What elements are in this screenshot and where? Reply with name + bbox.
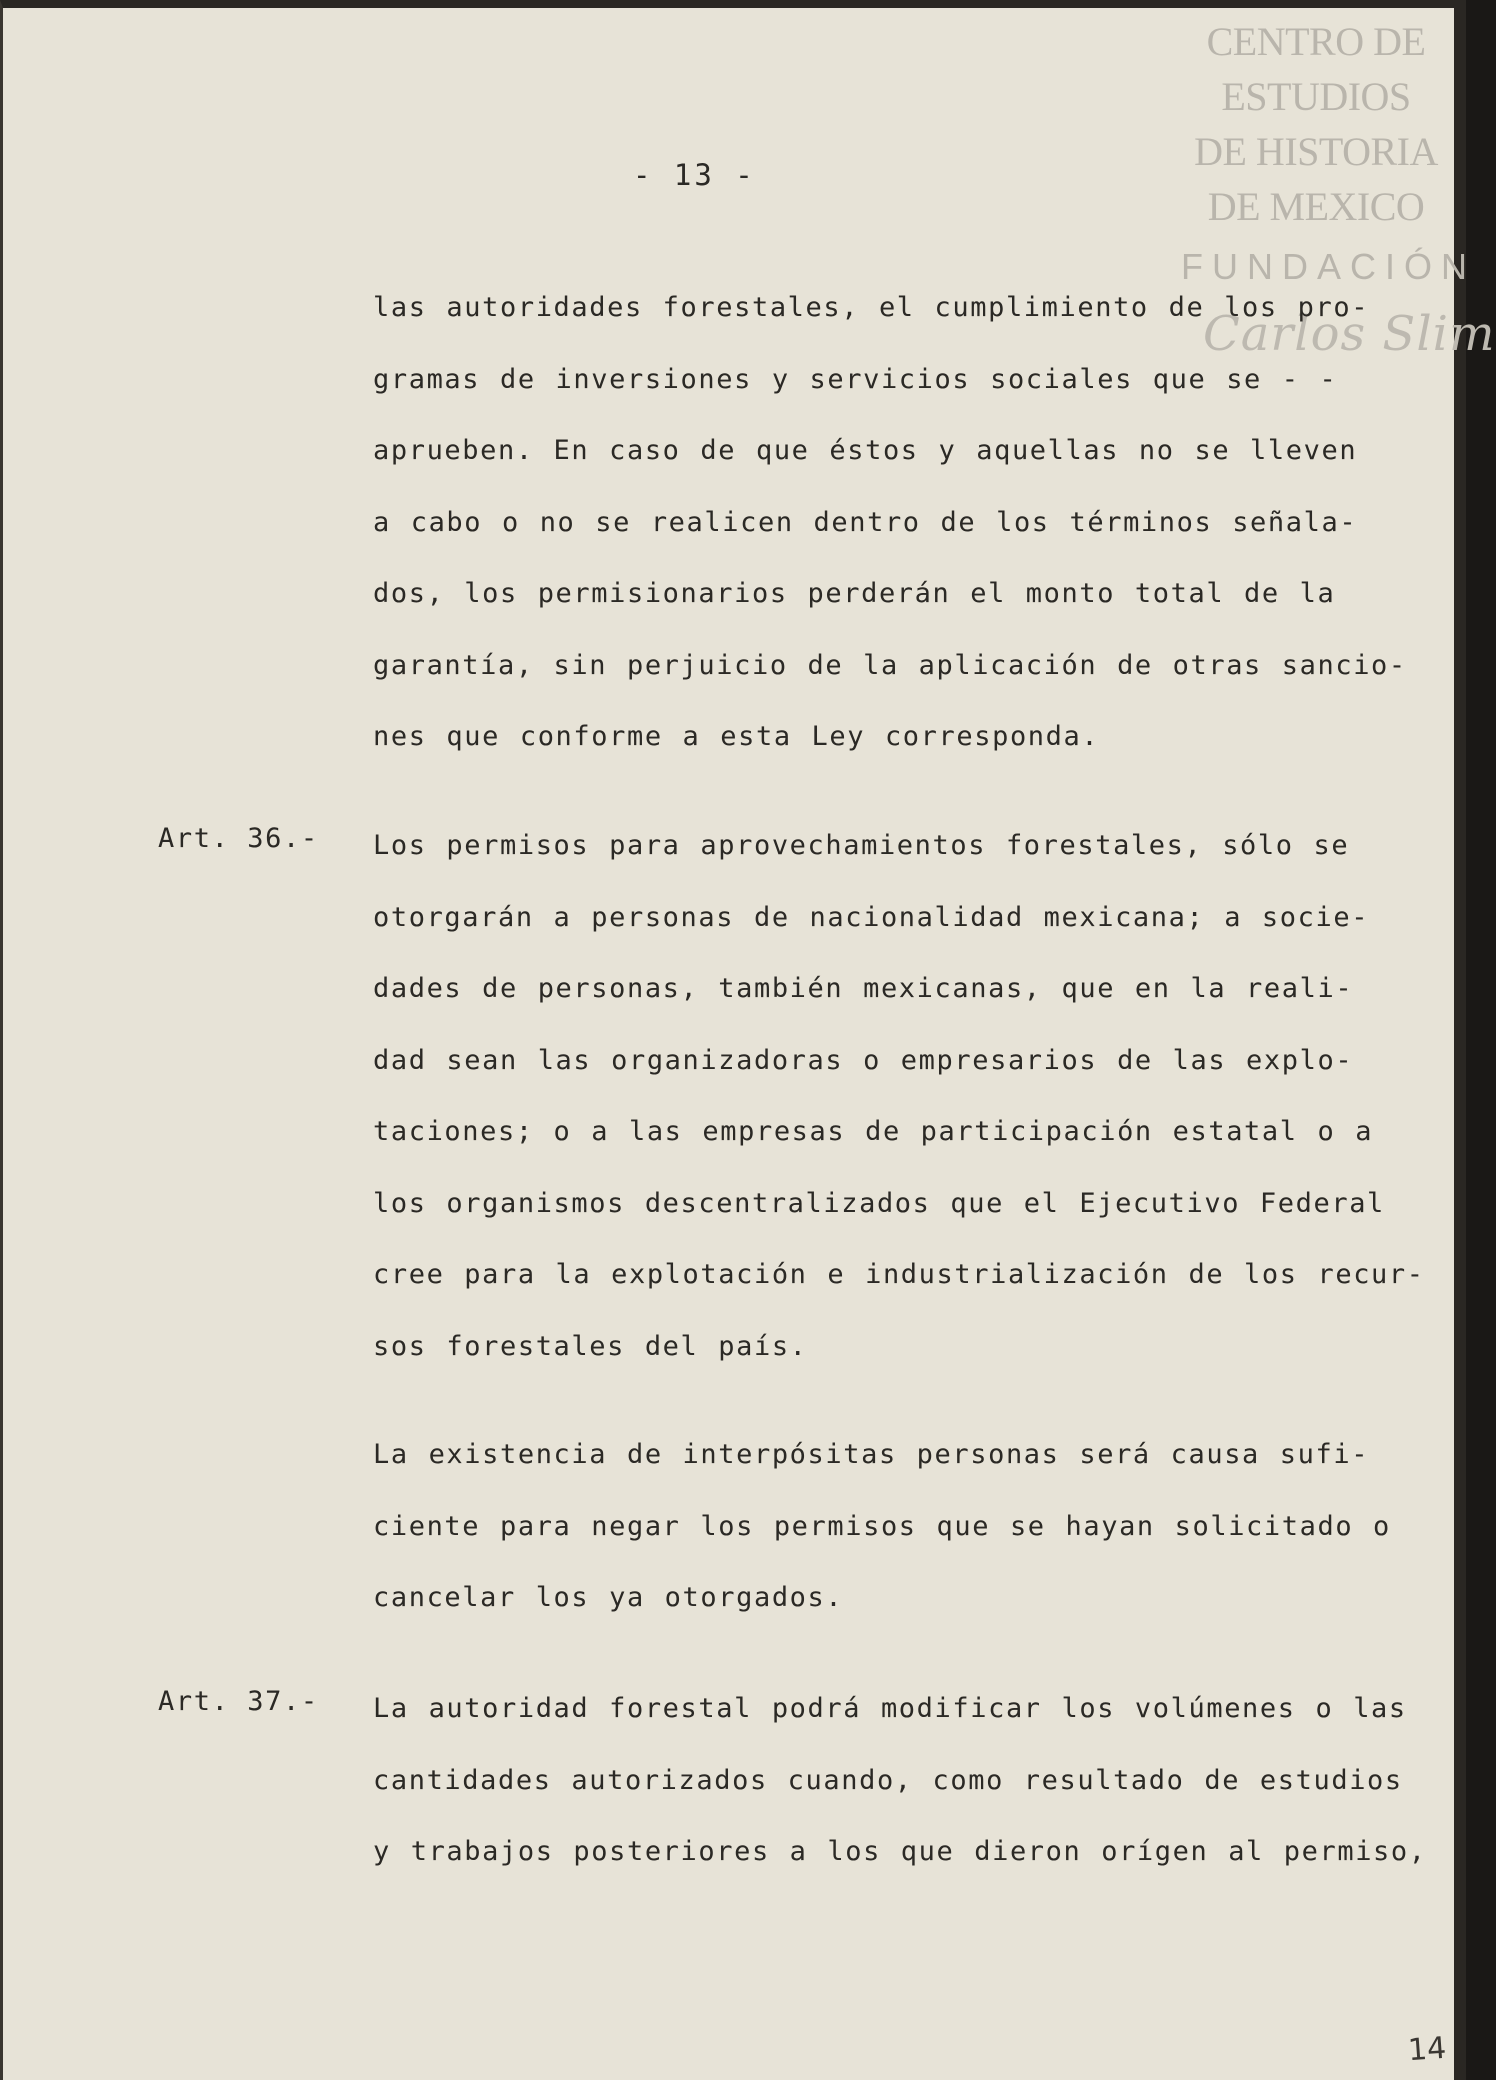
watermark-signature: Carlos Slim <box>1203 306 1496 362</box>
text-line: nes que conforme a esta Ley corresponda. <box>373 721 1100 752</box>
text-line: dad sean las organizadoras o empresarios de las explo- <box>373 1044 1354 1076</box>
text-line: gramas de inversiones y servicios sociales que se - - <box>373 363 1338 395</box>
text-line: cancelar los ya otorgados. <box>373 1582 844 1613</box>
article-37-label: Art. 37.- <box>158 1686 319 1717</box>
handwritten-page-number: 14 <box>1406 2030 1448 2069</box>
text-line: garantía, sin perjuicio de la aplicación de otras sancio- <box>373 649 1407 681</box>
text-line: las autoridades forestales, el cumplimiento de los pro- <box>373 292 1370 323</box>
text-line: aprueben. En caso de que éstos y aquellas no se lleven <box>373 435 1358 466</box>
page-number: - 13 - <box>633 158 756 192</box>
watermark-line: ESTUDIOS <box>1221 74 1411 119</box>
text-line: La autoridad forestal podrá modificar los volúmenes o las <box>373 1693 1407 1724</box>
text-line: los organismos descentralizados que el Ejecutivo Federal <box>373 1187 1385 1219</box>
text-line: ciente para negar los permisos que se hayan solicitado o <box>373 1510 1391 1542</box>
watermark-line: DE HISTORIA <box>1194 129 1438 174</box>
article-36-paragraph-1 <box>373 810 1425 1382</box>
watermark-foundation: FUNDACIÓN <box>1181 246 1476 287</box>
text-line: sos forestales del país. <box>373 1330 808 1362</box>
text-line: cantidades autorizados cuando, como resultado de estudios <box>373 1764 1403 1796</box>
text-line: a cabo o no se realicen dentro de los términos señala- <box>373 506 1358 538</box>
text-line: y trabajos posteriores a los que dieron orígen al permiso, <box>373 1836 1427 1867</box>
text-line: dos, los permisionarios perderán el monto total de la <box>373 578 1336 609</box>
article-37-paragraph-1 <box>373 1673 1427 1888</box>
text-line: taciones; o a las empresas de participación estatal o a <box>373 1116 1374 1147</box>
watermark-line: DE MEXICO <box>1207 184 1425 229</box>
archive-watermark <box>1171 8 1461 234</box>
text-line: dades de personas, también mexicanas, que en la reali- <box>373 973 1354 1004</box>
text-line: Los permisos para aprovechamientos forestales, sólo se <box>373 830 1350 861</box>
article-36-paragraph-2 <box>373 1419 1391 1634</box>
text-line: cree para la explotación e industrialización de los recur- <box>373 1259 1425 1290</box>
watermark-line: CENTRO DE <box>1206 19 1426 64</box>
text-line: otorgarán a personas de nacionalidad mexicana; a socie- <box>373 901 1370 933</box>
article-36-label: Art. 36.- <box>158 823 319 854</box>
text-line: La existencia de interpósitas personas será causa sufi- <box>373 1439 1370 1470</box>
